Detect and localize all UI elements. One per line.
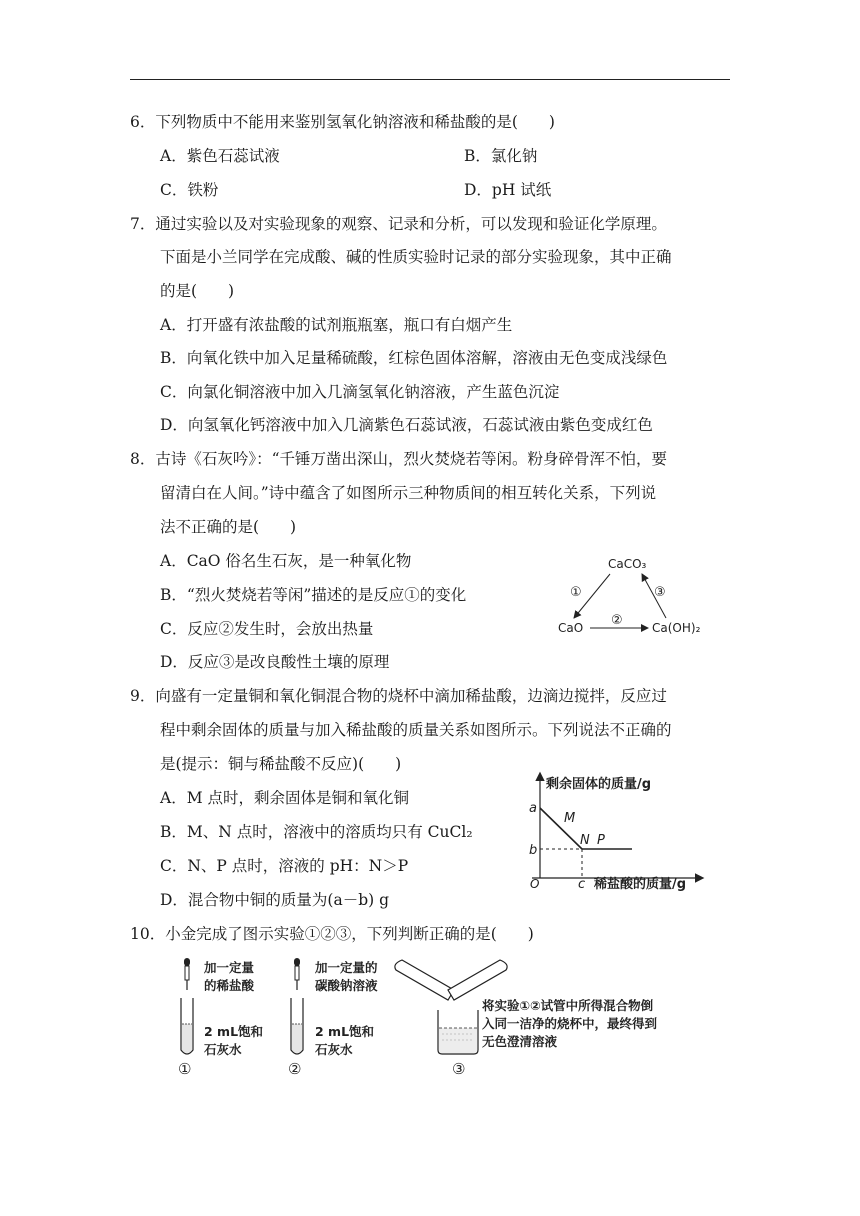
q7-stem-line3: 的是( ) xyxy=(160,282,235,300)
graph-label-b: b xyxy=(529,843,538,858)
q8-conversion-diagram xyxy=(548,548,708,648)
graph-point-m: M xyxy=(564,811,576,826)
diagram-label-2: ② xyxy=(611,613,623,628)
exp2-bottom-line2: 石灰水 xyxy=(315,1042,353,1057)
exp1-bottom-line1: 2 mL饱和 xyxy=(204,1024,264,1039)
exp1-top-line1: 加一定量 xyxy=(204,960,255,975)
graph-point-p: P xyxy=(597,833,605,848)
exp2-bottom-line1: 2 mL饱和 xyxy=(315,1024,375,1039)
q9-option-d: D．混合物中铜的质量为(a－b) g xyxy=(160,891,390,909)
q8-option-d: D．反应③是改良酸性土壤的原理 xyxy=(160,653,390,671)
q10-stem: 10．小金完成了图示实验①②③，下列判断正确的是( ) xyxy=(130,925,534,943)
q9-graph xyxy=(520,768,710,894)
q7-stem-line2: 下面是小兰同学在完成酸、碱的性质实验时记录的部分实验现象，其中正确 xyxy=(160,248,672,266)
graph-label-a: a xyxy=(529,801,537,816)
q7-option-c: C．向氯化铜溶液中加入几滴氢氧化钠溶液，产生蓝色沉淀 xyxy=(160,383,560,401)
exp3-line2: 入同一洁净的烧杯中，最终得到 xyxy=(482,1016,658,1031)
q9-option-a: A．M 点时，剩余固体是铜和氧化铜 xyxy=(160,789,409,807)
diagram-caco3: CaCO₃ xyxy=(608,557,647,571)
q6-option-c: C．铁粉 xyxy=(160,181,219,199)
exp3-line1: 将实验①②试管中所得混合物倒 xyxy=(482,998,654,1013)
q9-option-b: B．M、N 点时，溶液中的溶质均只有 CuCl₂ xyxy=(160,823,473,841)
q7-option-b: B．向氧化铁中加入足量稀硫酸，红棕色固体溶解，溶液由无色变成浅绿色 xyxy=(160,349,668,367)
q6-option-d: D．pH 试纸 xyxy=(464,181,552,199)
q9-stem-line2: 程中剩余固体的质量与加入稀盐酸的质量关系如图所示。下列说法不正确的 xyxy=(160,721,672,739)
q10-experiment-figure xyxy=(170,954,670,1078)
exp1-dropper xyxy=(184,958,190,990)
graph-origin: O xyxy=(530,877,540,891)
q8-stem-line1: 8．古诗《石灰吟》：“千锤万凿出深山，烈火焚烧若等闲。粉身碎骨浑不怕，要 xyxy=(130,450,668,468)
diagram-label-1: ① xyxy=(570,585,582,600)
q6-option-b: B．氯化钠 xyxy=(464,147,538,165)
graph-point-n: N xyxy=(580,833,590,848)
diagram-label-3: ③ xyxy=(654,585,666,600)
exp1-top-line2: 的稀盐酸 xyxy=(204,978,255,993)
exp1-bottom-line2: 石灰水 xyxy=(204,1042,242,1057)
diagram-cao: CaO xyxy=(558,621,584,635)
exp3-line3: 无色澄清溶液 xyxy=(482,1034,558,1049)
graph-y-label: 剩余固体的质量/g xyxy=(546,777,652,792)
q8-stem-line3: 法不正确的是( ) xyxy=(160,518,297,536)
exp3-beaker xyxy=(438,1010,478,1054)
q6-option-a: A．紫色石蕊试液 xyxy=(160,147,280,165)
q7-stem-line1: 7．通过实验以及对实验现象的观察、记录和分析，可以发现和验证化学原理。 xyxy=(130,215,667,233)
exp3-number: ③ xyxy=(452,1060,466,1078)
exp2-top-line1: 加一定量的 xyxy=(315,960,378,975)
graph-x-label: 稀盐酸的质量/g xyxy=(594,877,687,892)
exp2-top-line2: 碳酸钠溶液 xyxy=(315,978,378,993)
diagram-caoh2: Ca(OH)₂ xyxy=(652,621,701,635)
q8-stem-line2: 留清白在人间。”诗中蕴含了如图所示三种物质间的相互转化关系，下列说 xyxy=(160,484,657,502)
exp2-test-tube xyxy=(291,998,303,1054)
graph-decline-line xyxy=(540,808,582,849)
exp3-tilted-tubes xyxy=(395,960,507,1000)
q9-stem-line1: 9．向盛有一定量铜和氧化铜混合物的烧杯中滴加稀盐酸，边滴边搅拌，反应过 xyxy=(130,687,667,705)
q7-option-d: D．向氢氧化钙溶液中加入几滴紫色石蕊试液，石蕊试液由紫色变成红色 xyxy=(160,416,653,434)
exp2-number: ② xyxy=(288,1060,302,1078)
q8-option-c: C．反应②发生时，会放出热量 xyxy=(160,620,374,638)
q6-stem: 6．下列物质中不能用来鉴别氢氧化钠溶液和稀盐酸的是( ) xyxy=(130,113,555,131)
exp1-number: ① xyxy=(178,1060,192,1078)
graph-label-c: c xyxy=(578,877,586,892)
q9-stem-line3: 是(提示：铜与稀盐酸不反应)( ) xyxy=(160,755,402,773)
q8-option-b: B．“烈火焚烧若等闲”描述的是反应①的变化 xyxy=(160,586,467,604)
exp2-dropper xyxy=(294,958,300,990)
q7-option-a: A．打开盛有浓盐酸的试剂瓶瓶塞，瓶口有白烟产生 xyxy=(160,316,513,334)
exp1-test-tube xyxy=(181,998,193,1054)
q9-option-c: C．N、P 点时，溶液的 pH：N＞P xyxy=(160,857,409,875)
q8-option-a: A．CaO 俗名生石灰，是一种氧化物 xyxy=(160,552,412,570)
header-rule xyxy=(130,79,730,80)
